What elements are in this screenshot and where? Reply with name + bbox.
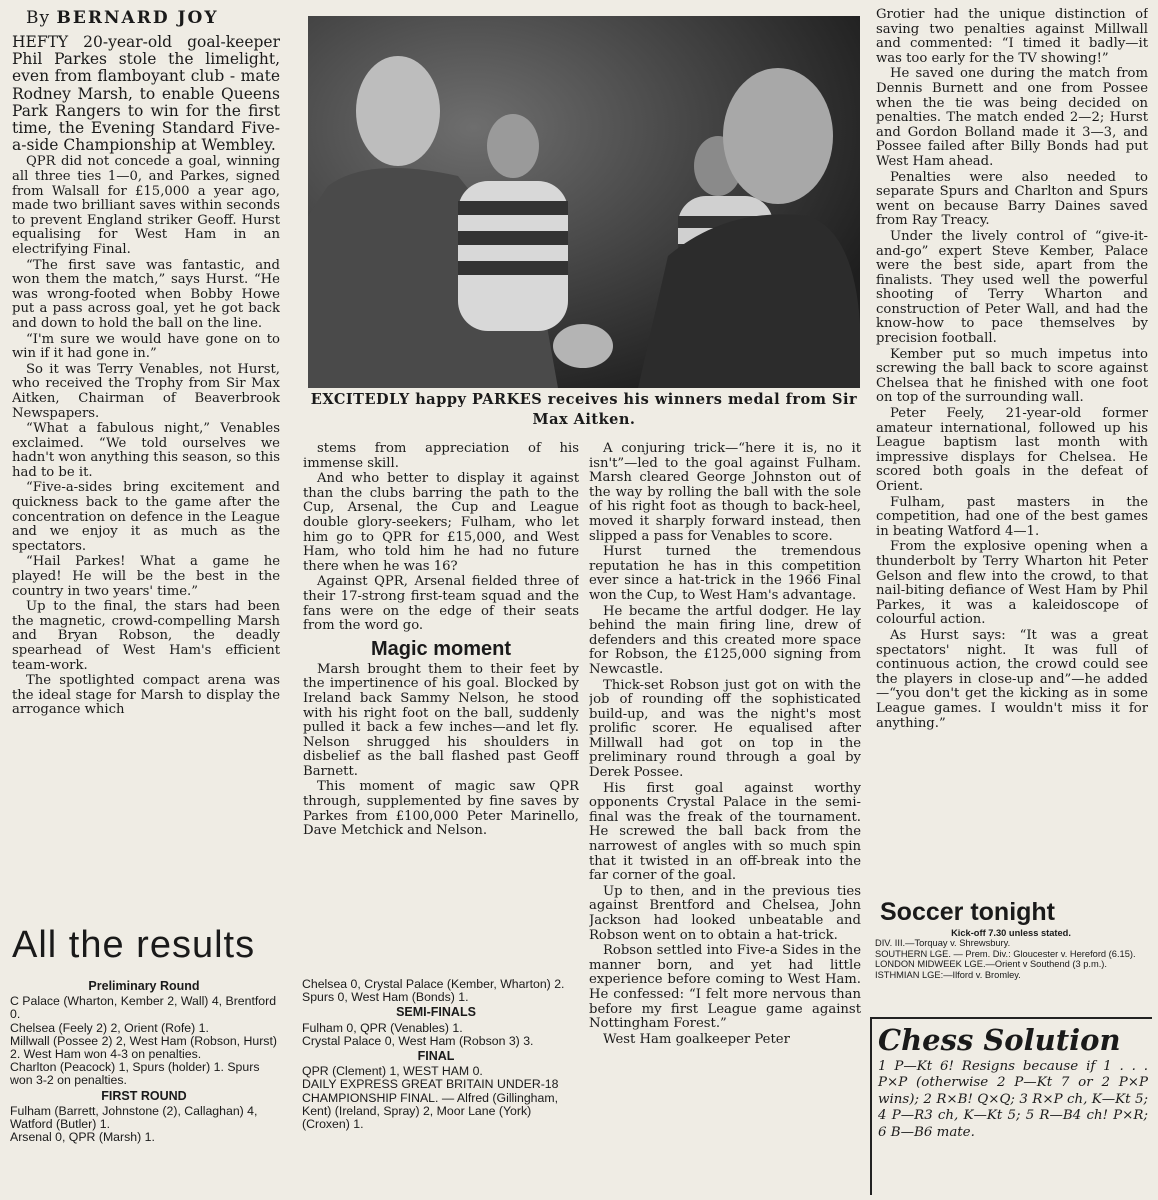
paragraph: stems from appreciation of his immense skill.: [303, 442, 579, 471]
paragraph: And who better to display it against than the clubs barring the path to the Cup, Arsenal, the Cup and League double glory-seekers; Fulham, who let him go to QPR for £15,000, and West Ham, who told him he had no future there when he was 16?: [303, 471, 579, 574]
paragraph: Under the lively control of “give-it-and-go” expert Steve Kember, Palace were the best side, apart from the finalists. They used well the powerful shooting of Terry Wharton and construction of Peter Wall, and had the know-how to pace themselves by precision football.: [876, 228, 1148, 347]
column-3-text: [589, 442, 861, 1047]
fixture-line: Kick-off 7.30 unless stated.: [951, 928, 1071, 938]
column-1: [12, 8, 280, 920]
subheading: Magic moment: [370, 637, 512, 660]
paragraph: “What a fabulous night,” Venables exclaimed. “We told ourselves we hadn't won anything this season, so this had to be it.: [12, 421, 280, 480]
results-subheading: SEMI-FINALS: [396, 1005, 476, 1020]
paragraph: Against QPR, Arsenal fielded three of their 17-strong first-team squad and the fans were on the edge of their seats from the word go.: [303, 574, 579, 634]
soccer-tonight-heading: Soccer tonight: [880, 898, 1056, 926]
paragraph: The spotlighted compact arena was the ideal stage for Marsh to display the arrogance which: [12, 673, 280, 718]
result-line: Chelsea 0, Crystal Palace (Kember, Wharton) 2.: [302, 978, 565, 991]
column-4: [876, 8, 1148, 898]
paragraph: Grotier had the unique distinction of saving two penalties against Millwall and commented: “I timed it badly—it was too early for the TV showing!”: [876, 8, 1148, 66]
result-line: Millwall (Possee 2) 2, West Ham (Robson, Hurst) 2. West Ham won 4-3 on penalties.: [10, 1033, 277, 1062]
photo-caption: EXCITEDLY happy PARKES receives his winners medal from Sir Max Aitken.: [310, 391, 858, 428]
paragraph: “Hail Parkes! What a game he played! He will be the best in the country in two years' time.”: [12, 554, 280, 599]
paragraph: He saved one during the match from Dennis Burnett and one from Possee when the tie was being decided on penalties. The match ended 2—2; Hurst and Gordon Bolland made it 3—3, and Possee failed after Billy Bonds had put West Ham ahead.: [876, 66, 1148, 169]
paragraph: His first goal against worthy opponents Crystal Palace in the semi-final was the freak of the tournament. He screwed the ball back from the narrowest of angles with so much spin that it twisted in an off-break into the far corner of the goal.: [589, 780, 861, 884]
paragraph: A conjuring trick—“here it is, no it isn't”—led to the goal against Fulham. Marsh cleared George Johnston out of the way by rolling the ball with the sole of his right foot as though to back-heel, moved it sharply forward instead, then slipped a pass for Venables to score.: [589, 442, 861, 544]
result-line: Fulham 0, QPR (Venables) 1.: [302, 1020, 463, 1035]
result-line: DAILY EXPRESS GREAT BRITAIN UNDER-18 CHAMPIONSHIP FINAL. — Alfred (Gillingham, Kent) (Ireland, Spray) 2, Moor Lane (York) (Croxen) 1.: [302, 1077, 559, 1132]
paragraph: Penalties were also needed to separate Spurs and Charlton and Spurs went on because Barry Daines saved from Ray Treacy.: [876, 169, 1148, 229]
result-line: Crystal Palace 0, West Ham (Robson 3) 3.: [302, 1033, 534, 1048]
paragraph: West Ham goalkeeper Peter: [603, 1031, 790, 1047]
paragraph: Up to then, and in the previous ties against Brentford and Chelsea, John Jackson had looked unbeatable and Robson went on to obtain a hat-trick.: [589, 883, 861, 943]
paragraph: As Hurst says: “It was a great spectators' night. It was full of continuous action, the crowd could see the players in close-up and”—he added—“you don't get the kicking as in some League games. I wouldn't miss it for anything.”: [876, 627, 1148, 731]
result-line: Charlton (Peacock) 1, Spurs (holder) 1. Spurs won 3-2 on penalties.: [10, 1060, 260, 1088]
paragraph: This moment of magic saw QPR through, supplemented by fine saves by Parkes from £100,000 Peter Marinello, Dave Metchick and Nelson.: [303, 779, 579, 839]
results-heading: All the results: [12, 924, 256, 966]
paragraph: Marsh brought them to their feet by the impertinence of his goal. Blocked by Ireland back Sammy Nelson, he stood with his right foot on the ball, suddenly pulled it back a few inches—and let fly. Nelson shrugged his shoulders in disbelief as the ball flashed past Geoff Barnett.: [303, 661, 579, 779]
chess-heading: Chess Solution: [878, 1023, 1121, 1057]
paragraph: Hurst turned the tremendous reputation he has in this competition ever since a hat-trick in the 1966 Final won the Cup, to West Ham's advantage.: [589, 544, 861, 603]
results-subheading: FIRST ROUND: [101, 1088, 187, 1103]
column-2-text-a: [303, 442, 579, 634]
paragraph: Robson settled into Five-a Sides in the manner born, and yet had little experience before coming to West Ham. He confessed: “I felt more nervous than before my first League game against Nottingham Forest.”: [589, 943, 861, 1032]
fixture-line: SOUTHERN LGE. — Prem. Div.: Gloucester v. Hereford (6.15).: [875, 948, 1136, 959]
result-line: Fulham (Barrett, Johnstone (2), Callaghan) 4, Watford (Butler) 1.: [10, 1103, 258, 1132]
paragraph: QPR did not concede a goal, winning all three ties 1—0, and Parkes, signed from Walsall for £15,000 a year ago, made two brilliant saves within seconds to prevent England striker Geoff. Hurst equalising for West Ham in an electrifying Final.: [12, 154, 280, 257]
soccer-fixtures: [875, 928, 1147, 980]
result-line: Spurs 0, West Ham (Bonds) 1.: [302, 990, 469, 1005]
paragraph: “Five-a-sides bring excitement and quickness back to the game after the concentration on defence in the League and we enjoy it as much as the spectators.: [12, 480, 280, 554]
fixture-line: DIV. III.—Torquay v. Shrewsbury.: [875, 938, 1011, 949]
author-name: BERNARD JOY: [56, 8, 219, 28]
column-1-text: [12, 34, 280, 718]
results-right: [302, 978, 570, 1194]
paragraph: Fulham, past masters in the competition, had one of the best games in beating Watford 4—1.: [876, 494, 1148, 539]
column-3: [589, 442, 861, 1194]
fixture-line: ISTHMIAN LGE:—Ilford v. Bromley.: [875, 969, 1021, 980]
fixture-line: LONDON MIDWEEK LGE.—Orient v Southend (3 p.m.).: [875, 959, 1107, 970]
results-subheading: FINAL: [417, 1049, 455, 1064]
paragraph: “I'm sure we would have gone on to win if it had gone in.”: [12, 331, 280, 362]
paragraph: “The first save was fantastic, and won them the match,” says Hurst. “He was wrong-footed when Bobby Howe put a pass across goal, yet he got back and down to hold the ball on the line.: [12, 257, 280, 331]
paragraph: Kember put so much impetus into screwing the ball back to score against Chelsea that he finished with one foot on top of the surrounding wall.: [876, 346, 1148, 406]
result-line: Chelsea (Feely 2) 2, Orient (Rofe) 1.: [10, 1020, 209, 1035]
paragraph: Peter Feely, 21-year-old former amateur international, followed up his League baptism last month with impressive displays for Chelsea. He scored both goals in the defeat of Orient.: [876, 406, 1148, 494]
chess-body: 1 P—Kt 6! Resigns because if 1 . . . P×P (otherwise 2 P—Kt 7 or 2 P×P wins); 2 R×B! Q×Q; 3 R×P ch, K—Kt 5; 4 P—R3 ch, K—Kt 5; 5 R—B4 ch! P×R; 6 B—B6 mate.: [878, 1059, 1148, 1140]
column-2-text-b: [303, 663, 579, 839]
photo-image: [308, 16, 860, 388]
result-line: QPR (Clement) 1, WEST HAM 0.: [302, 1064, 483, 1079]
byline: By BERNARD JOY: [26, 8, 219, 28]
paragraph: He became the artful dodger. He lay behind the main firing line, drew of defenders and this created more space for Robson, the £125,000 signing from Newcastle.: [589, 603, 861, 677]
paragraph: Thick-set Robson just got on with the job of rounding off the sophisticated build-up, and was the night's most prolific scorer. He equalised after Millwall had got on top in the preliminary round through a goal by Derek Possee.: [589, 677, 861, 781]
chess-solution-box: [870, 1017, 1152, 1195]
news-photo: [308, 16, 860, 388]
paragraph: From the explosive opening when a thunderbolt by Terry Wharton hit Peter Gelson and flew into the crowd, to that nail-biting defiance of West Ham by Phil Parkes, it was a kaleidoscope of colourful action.: [876, 539, 1148, 628]
column-4-text: [876, 8, 1148, 731]
result-line: Arsenal 0, QPR (Marsh) 1.: [10, 1130, 155, 1145]
paragraph: So it was Terry Venables, not Hurst, who received the Trophy from Sir Max Aitken, Chairman of Beaverbrook Newspapers.: [12, 361, 280, 421]
paragraph: HEFTY 20-year-old goal-keeper Phil Parkes stole the limelight, even from flamboyant club - mate Rodney Marsh, to enable Queens Park Rangers to win for the first time, the Evening Standard Five-a-side Championship at Wembley.: [12, 33, 280, 155]
paragraph: Up to the final, the stars had been the magnetic, crowd-compelling Marsh and Bryan Robson, the deadly spearhead of West Ham's efficient team-work.: [12, 599, 280, 673]
results-left: [10, 978, 278, 1194]
result-line: C Palace (Wharton, Kember 2, Wall) 4, Brentford 0.: [10, 994, 277, 1022]
results-subheading: Preliminary Round: [88, 979, 200, 993]
column-2: [303, 442, 579, 912]
